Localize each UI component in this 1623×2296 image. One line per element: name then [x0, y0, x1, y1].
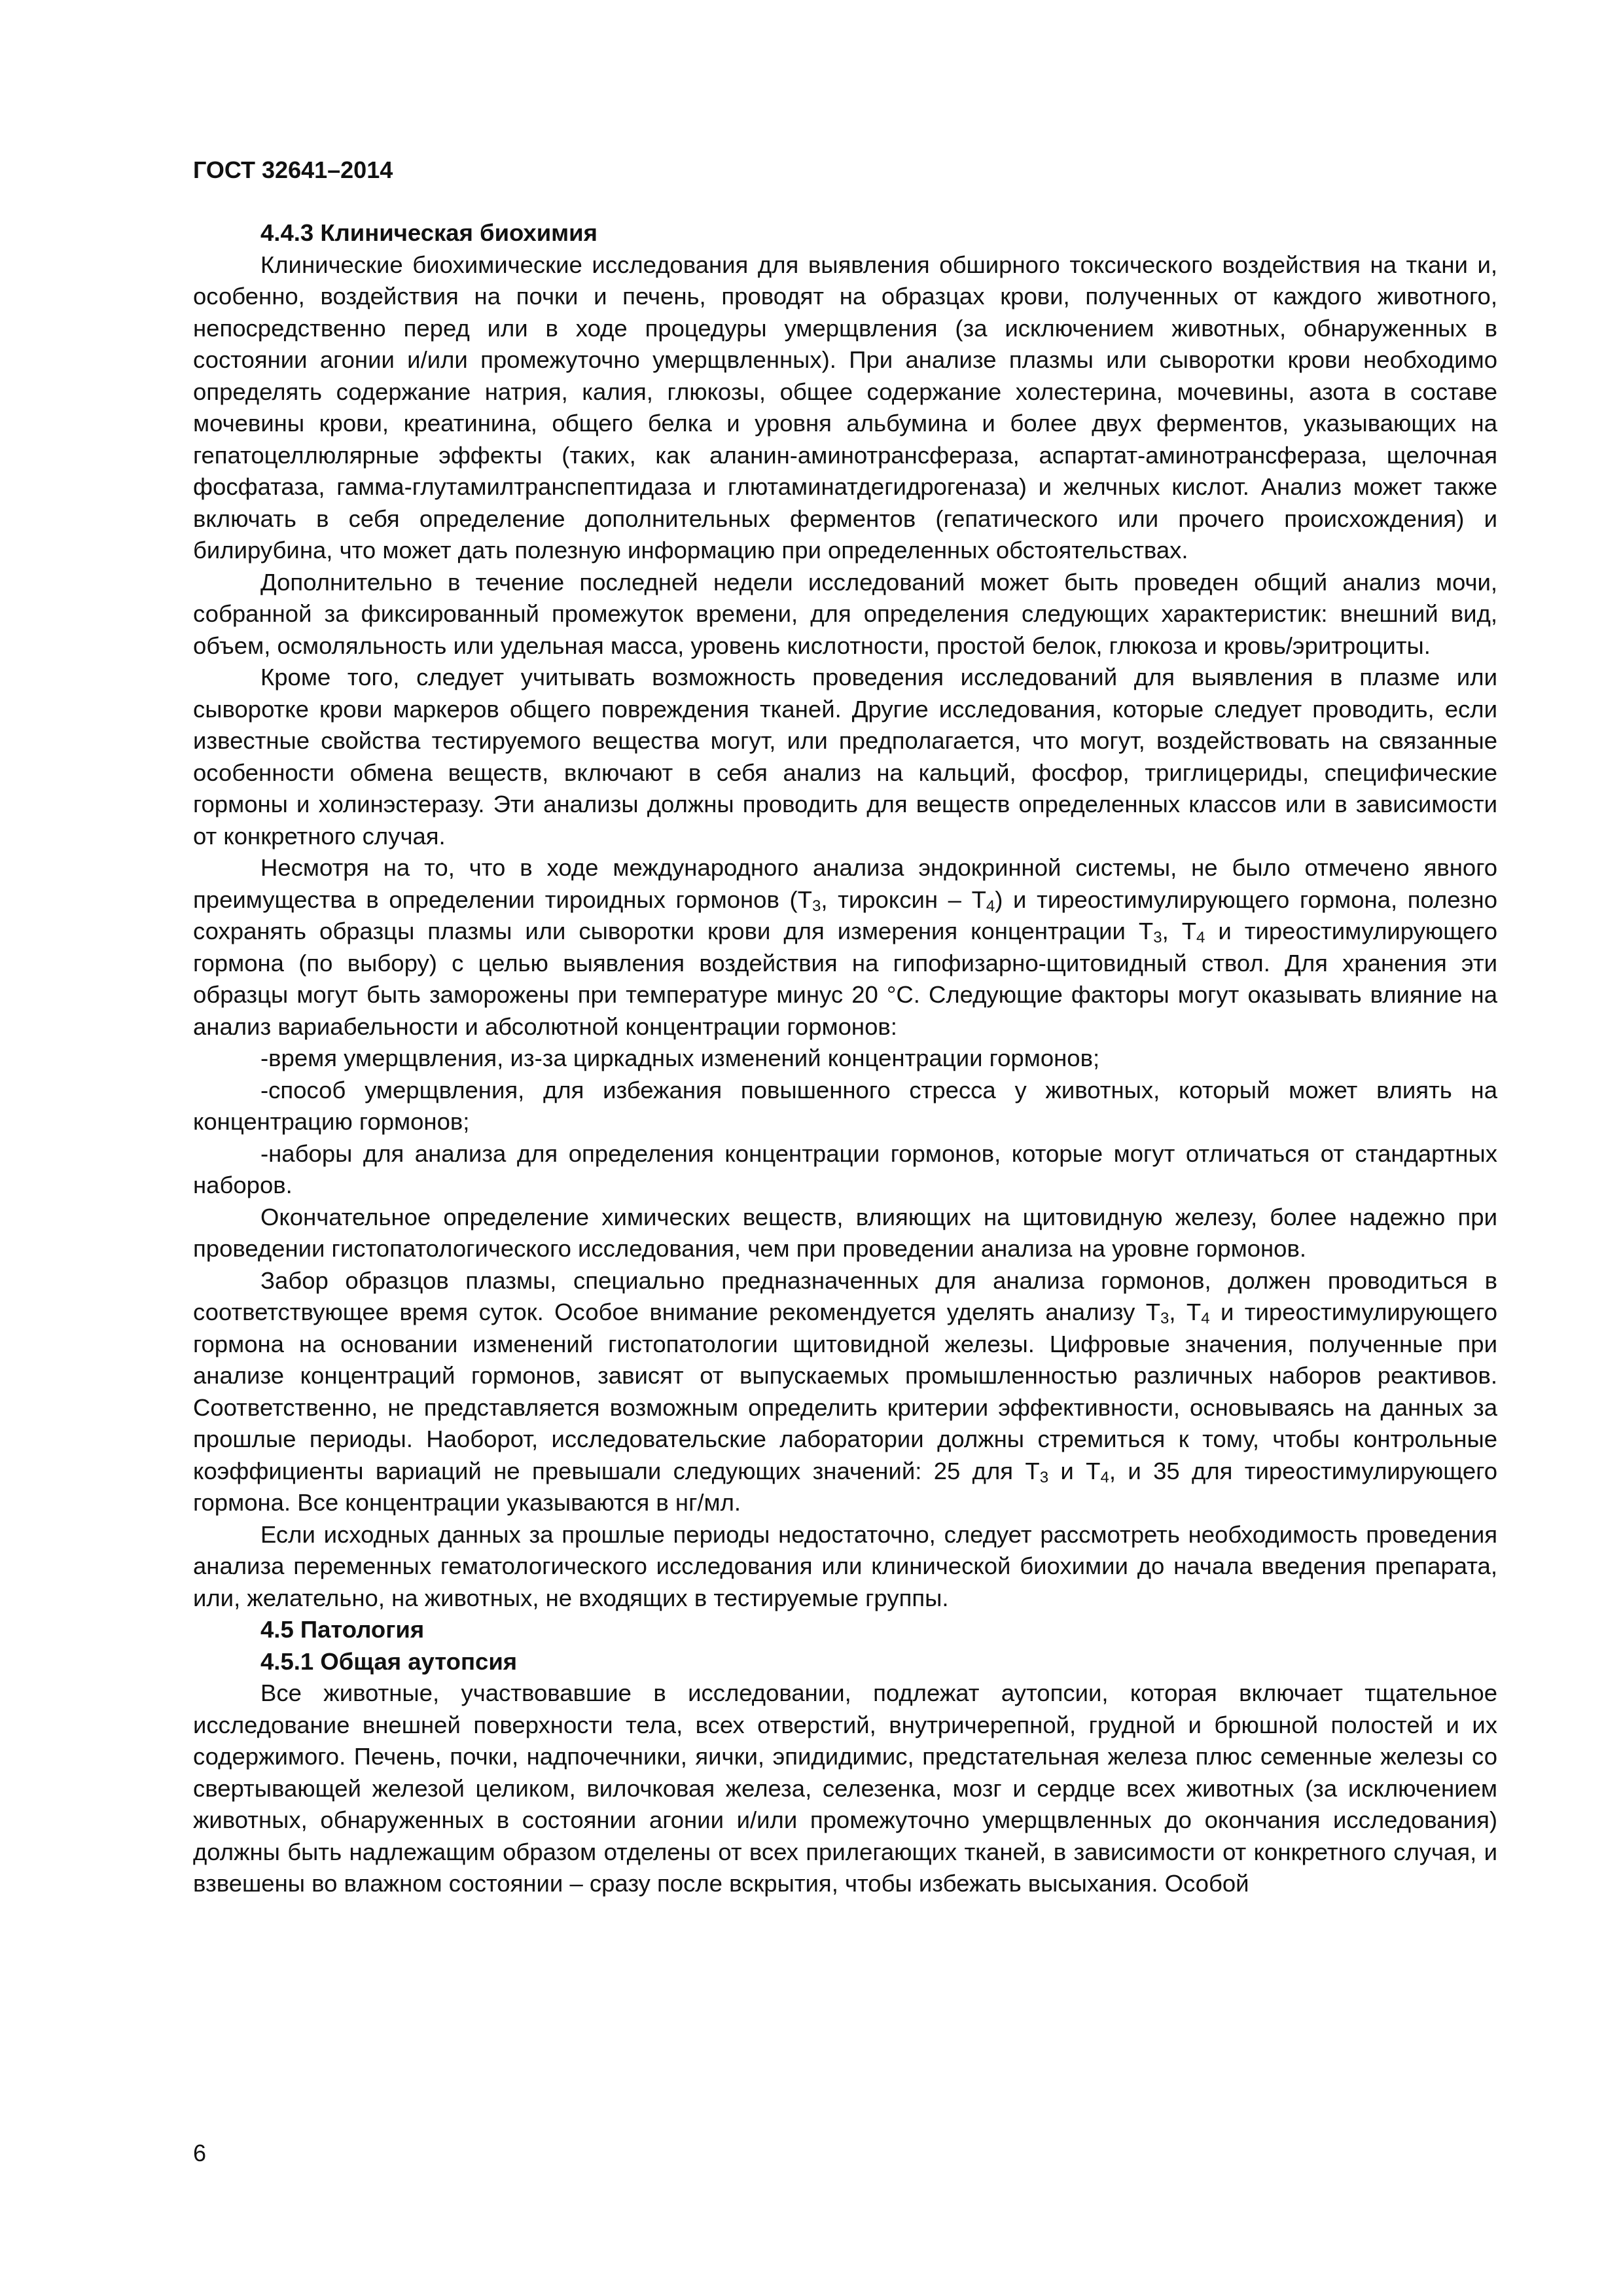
section-heading-4-5-1: 4.5.1 Общая аутопсия	[260, 1647, 518, 1675]
paragraph: Все животные, участвовавшие в исследовании, подлежат аутопсии, которая включает тщательное исследование внешней поверхности тела, всех отверстий, внутричерепной, грудной и брюшной полостей и их содержимого. Печень, почки, надпочечники, яички, эпидидимис, предстательная железа плюс семенные железы со свертывающей железой целиком, вилочковая железа, селезенка, мозг и сердце всех животных (за исключением животных, обнаруженных в состоянии агонии и/или промежуточно умерщвленных до окончания исследования) должны быть надлежащим образом отделены от всех прилегающих тканей, в зависимости от конкретного случая, и взвешены во влажном состоянии – сразу после вскрытия, чтобы избежать высыхания. Особой	[193, 1679, 1497, 1897]
text-run: ) и тиреостимулирующего гормона, полезно сохранять образцы плазмы или сыворотки крови для измерения концентрации Т	[193, 886, 1497, 944]
text-run: , и 35 для тиреостимулирующего гормона. Все концентрации указываются в нг/мл.	[193, 1457, 1498, 1516]
text-run: Забор образцов плазмы, специально предназначенных для анализа гормонов, должен проводиться в соответствующее время суток. Особое внимание рекомендуется уделять анализу Т	[193, 1266, 1497, 1325]
paragraph: Кроме того, следует учитывать возможность проведения исследований для выявления в плазме или сыворотке крови маркеров общего повреждения тканей. Другие исследования, которые следует проводить, если известные свойства тестируемого вещества могут, или предполагается, что могут, воздействовать на связанные особенности обмена веществ, включают в себя анализ на кальций, фосфор, триглицериды, специфические гормоны и холинэстеразу. Эти анализы должны проводить для веществ определенных классов или в зависимости от конкретного случая.	[193, 664, 1497, 850]
document-body	[193, 217, 1497, 1900]
list-item: -время умерщвления, из-за циркадных изменений концентрации гормонов;	[260, 1045, 1100, 1071]
document-code: ГОСТ 32641–2014	[193, 156, 393, 183]
text-run: Несмотря на то, что в ходе международного анализа эндокринной системы, не было отмечено явного преимущества в определении тироидных гормонов (Т	[193, 854, 1497, 913]
subscript: 3	[1153, 929, 1162, 946]
text-run: , Т	[1169, 1299, 1202, 1325]
subscript: 4	[1201, 1310, 1210, 1327]
text-run: , Т	[1162, 918, 1197, 944]
subscript: 4	[1100, 1468, 1109, 1486]
paragraph-hormones	[193, 852, 1497, 1043]
page-number: 6	[193, 2140, 207, 2166]
text-run: и тиреостимулирующего гормона на основании изменений гистопатологии щитовидной железы. Цифровые значения, полученные при анализе концентраций гормонов, зависят от выпускаемых промышленностью различных наборов реактивов. Соответственно, не представляется возможным определить критерии эффективности, основываясь на данных за прошлые периоды. Наоборот, исследовательские лаборатории должны стремиться к тому, чтобы контрольные коэффициенты вариаций не превышали следующих значений: 25 для Т	[193, 1299, 1497, 1484]
subscript: 3	[1160, 1310, 1169, 1327]
paragraph: Клинические биохимические исследования для выявления обширного токсического воздействия на ткани и, особенно, воздействия на почки и печень, проводят на образцах крови, полученных от каждого животного, непосредственно перед или в ходе процедуры умерщвления (за исключением животных, обнаруженных в состоянии агонии и/или промежуточно умерщвленных). При анализе плазмы или сыворотки крови необходимо определять содержание натрия, калия, глюкозы, общее содержание холестерина, мочевины, азота в составе мочевины крови, креатинина, общего белка и уровня альбумина и более двух ферментов, указывающих на гепатоцеллюлярные эффекты (таких, как аланин-аминотрансфераза, аспартат-аминотрансфераза, щелочная фосфатаза, гамма-глутамилтранспептидаза и глютаминатдегидрогеназа) и желчных кислот. Анализ может также включать в себя определение дополнительных ферментов (гепатического или прочего происхождения) и билирубина, что может дать полезную информацию при определенных обстоятельствах.	[193, 251, 1497, 564]
text-run: и тиреостимулирующего гормона (по выбору) с целью выявления воздействия на гипофизарно-щитовидный ствол. Для хранения эти образцы могут быть заморожены при температуре минус 20 °С. Следующие факторы могут оказывать влияние на анализ вариабельности и абсолютной концентрации гормонов:	[193, 918, 1497, 1040]
subscript: 3	[812, 897, 821, 915]
text-run: , тироксин – Т	[821, 886, 986, 913]
paragraph-sampling	[193, 1265, 1497, 1519]
subscript: 3	[1039, 1468, 1049, 1486]
paragraph: Если исходных данных за прошлые периоды недостаточно, следует рассмотреть необходимость проведения анализа переменных гематологического исследования или клинической биохимии до начала введения препарата, или, желательно, на животных, не входящих в тестируемые группы.	[193, 1520, 1497, 1611]
section-heading-4-5: 4.5 Патология	[260, 1616, 425, 1643]
list-item: -способ умерщвления, для избежания повышенного стресса у животных, который может влиять на концентрацию гормонов;	[193, 1076, 1497, 1135]
section-heading-4-4-3: 4.4.3 Клиническая биохимия	[260, 219, 597, 246]
subscript: 4	[1196, 929, 1205, 946]
list-item: -наборы для анализа для определения концентрации гормонов, которые могут отличаться от стандартных наборов.	[193, 1139, 1497, 1198]
subscript: 4	[986, 897, 995, 915]
paragraph: Окончательное определение химических веществ, влияющих на щитовидную железу, более надежно при проведении гистопатологического исследования, чем при проведении анализа на уровне гормонов.	[193, 1203, 1497, 1262]
text-run: и Т	[1048, 1457, 1101, 1484]
paragraph: Дополнительно в течение последней недели исследований может быть проведен общий анализ мочи, собранной за фиксированный промежуток времени, для определения следующих характеристик: внешний вид, объем, осмоляльность или удельная масса, уровень кислотности, простой белок, глюкоза и кровь/эритроциты.	[193, 568, 1497, 659]
